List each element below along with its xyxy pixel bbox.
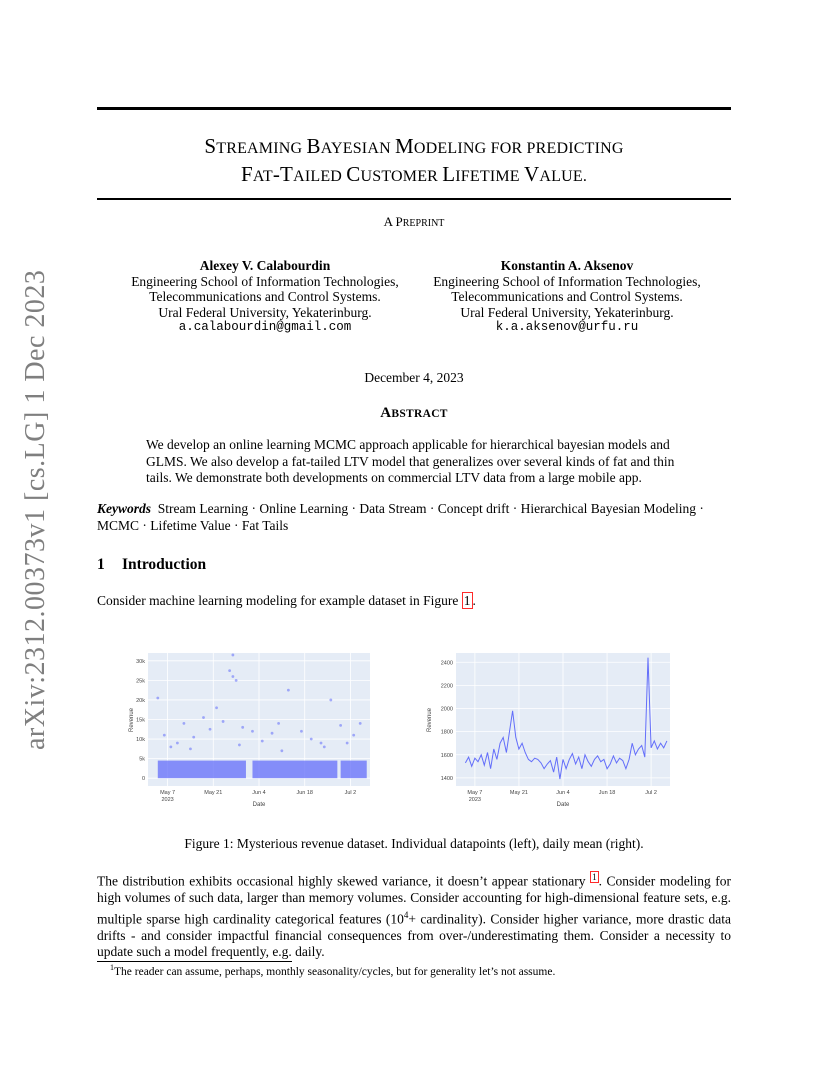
title-fragment: A P xyxy=(383,214,403,229)
scatter-y-tick-label: 10k xyxy=(136,737,145,744)
title-fragment: ALUE. xyxy=(539,168,588,185)
scatter-point xyxy=(241,726,244,729)
line-y-tick-label: 2400 xyxy=(440,660,453,667)
title-fragment: IFETIME xyxy=(455,168,524,185)
line-chart xyxy=(420,648,680,808)
scatter-dense-band xyxy=(341,761,367,779)
scatter-point xyxy=(202,716,205,719)
title-fragment: V xyxy=(523,162,540,186)
scatter-point xyxy=(261,740,264,743)
paper-title-line-2 xyxy=(97,159,731,192)
title-fragment: AYESIAN xyxy=(320,140,396,157)
scatter-point xyxy=(339,724,342,727)
title-bottom-rule xyxy=(97,198,731,200)
author-email[interactable]: a.calabourdin@gmail.com xyxy=(178,320,352,334)
author-affiliation-line: Engineering School of Information Technologies, xyxy=(433,273,701,289)
scatter-x-tick-label: May 21 xyxy=(204,790,223,796)
author-block-1 xyxy=(115,258,415,336)
preprint-label xyxy=(97,214,731,230)
abstract-heading xyxy=(97,405,731,422)
scatter-point xyxy=(222,720,225,723)
scatter-point xyxy=(176,742,179,745)
title-fragment: L xyxy=(442,162,456,186)
author-block-2 xyxy=(417,258,717,336)
scatter-x-axis-label: Date xyxy=(252,802,266,808)
arxiv-stamp: arXiv:2312.00373v1 [cs.LG] 1 Dec 2023 xyxy=(20,269,51,750)
scatter-point xyxy=(310,738,313,741)
line-y-tick-label: 1400 xyxy=(440,775,453,782)
scatter-point xyxy=(329,699,332,702)
title-fragment: TREAMING xyxy=(216,140,307,157)
line-x-tick-label: Jul 2 xyxy=(645,790,657,796)
title-fragment: -T xyxy=(272,162,294,186)
paragraph-2-text-end: + cardinality). Consider higher variance, more drastic data drifts - and consider impactful financial consequences from over-/underestimating them. Consider a necessity to update such a model frequently, e.g. daily. xyxy=(97,911,731,959)
line-x-tick-label: Jun 18 xyxy=(598,790,616,796)
line-y-tick-label: 2200 xyxy=(440,683,453,690)
section-heading xyxy=(97,556,206,574)
scatter-point xyxy=(183,722,186,725)
figure-caption: Figure 1: Mysterious revenue dataset. Individual datapoints (left), daily mean (right). xyxy=(184,836,644,851)
line-y-tick-label: 1600 xyxy=(440,752,453,759)
scatter-point xyxy=(189,747,192,750)
title-fragment: S xyxy=(204,134,217,158)
scatter-y-tick-label: 0 xyxy=(141,776,145,783)
scatter-y-tick-label: 25k xyxy=(136,678,145,685)
author-email[interactable]: k.a.aksenov@urfu.ru xyxy=(495,320,639,334)
line-x-tick-label: May 21 xyxy=(509,790,528,796)
title-fragment: AILED xyxy=(293,168,347,185)
scatter-x-tick-label: 2023 xyxy=(161,797,174,803)
scatter-point xyxy=(228,669,231,672)
keywords xyxy=(97,501,731,534)
scatter-point xyxy=(359,722,362,725)
scatter-point xyxy=(235,679,238,682)
scatter-point xyxy=(163,734,166,737)
scatter-point xyxy=(280,749,283,752)
author-name: Konstantin A. Aksenov xyxy=(500,258,634,273)
author-affiliation-line: Ural Federal University, Yekaterinburg. xyxy=(158,304,372,320)
footnote-text: The reader can assume, perhaps, monthly seasonality/cycles, but for generality let’s not assume. xyxy=(114,965,556,978)
intro-paragraph xyxy=(97,593,731,610)
author-affiliation-line: Engineering School of Information Technologies, xyxy=(131,273,399,289)
scatter-point xyxy=(238,744,241,747)
footnote-number: 1 xyxy=(110,963,114,972)
line-y-tick-label: 1800 xyxy=(440,729,453,736)
paragraph-2-text: The distribution exhibits occasional highly skewed variance, it doesn’t appear stationary xyxy=(97,873,591,889)
scatter-point xyxy=(192,736,195,739)
scatter-chart xyxy=(120,648,380,808)
keywords-list: Stream Learning · Online Learning · Data Stream · Concept drift · Hierarchical Bayesian Modeling · MCMC · Lifetime Value · Fat Tails xyxy=(97,501,704,533)
line-x-tick-label: Jun 4 xyxy=(556,790,570,796)
abstract-text: We develop an online learning MCMC approach applicable for hierarchical bayesian models and GLMS. We also develop a fat-tailed LTV model that generalizes over several kinds of fat and thin tails. We demonstrate both developments on commercial LTV data from a large mobile app. xyxy=(146,437,675,485)
line-x-tick-label: May 7 xyxy=(467,790,483,796)
scatter-point xyxy=(320,742,323,745)
scatter-y-tick-label: 15k xyxy=(136,717,145,724)
keywords-label: Keywords xyxy=(97,501,151,516)
scatter-point xyxy=(271,732,274,735)
author-affiliation-line: Telecommunications and Control Systems. xyxy=(149,289,381,304)
footnote-ref-link[interactable]: 1 xyxy=(592,872,597,882)
scatter-point xyxy=(277,722,280,725)
scatter-point xyxy=(169,745,172,748)
scatter-y-tick-label: 20k xyxy=(136,697,145,704)
scatter-dense-band xyxy=(158,761,246,779)
paragraph-2 xyxy=(97,869,731,961)
line-y-axis-label: Revenue xyxy=(427,707,433,733)
line-x-tick-label: 2023 xyxy=(468,797,482,803)
scatter-x-tick-label: May 7 xyxy=(160,790,176,796)
title-fragment: REPRINT xyxy=(402,218,445,229)
title-fragment: ODELING FOR PREDICTING xyxy=(413,140,624,157)
title-top-rule xyxy=(97,107,731,110)
scatter-y-axis-label: Revenue xyxy=(129,707,135,733)
scatter-y-tick-label: 30k xyxy=(136,658,145,665)
scatter-x-tick-label: Jun 4 xyxy=(252,790,266,796)
scatter-point xyxy=(156,697,159,700)
footnote xyxy=(110,963,710,978)
title-fragment: AT xyxy=(252,168,273,185)
title-fragment: BSTRACT xyxy=(391,408,448,420)
scatter-point xyxy=(215,706,218,709)
line-x-axis-label: Date xyxy=(556,802,570,808)
author-affiliation-line: Telecommunications and Control Systems. xyxy=(451,289,683,304)
scatter-point xyxy=(231,675,234,678)
scatter-point xyxy=(352,734,355,737)
line-y-tick-label: 2000 xyxy=(440,706,453,713)
intro-text: Consider machine learning modeling for example dataset in Figure xyxy=(97,593,462,608)
figure-ref-link[interactable]: 1 xyxy=(463,593,471,608)
scatter-point xyxy=(209,728,212,731)
title-fragment: F xyxy=(240,162,253,186)
paragraph-2-text-cont: . Consider modeling for high volumes of such data, larger than memory volumes. Consider accounting for high-dimensional feature sets, e.g. multiple sparse high cardinality categorical features (10 xyxy=(97,873,732,926)
footnote-rule xyxy=(97,961,292,962)
paper-date: December 4, 2023 xyxy=(364,370,464,385)
scatter-point xyxy=(323,745,326,748)
scatter-point xyxy=(251,730,254,733)
section-title: Introduction xyxy=(122,556,207,573)
scatter-x-tick-label: Jul 2 xyxy=(344,790,357,796)
title-fragment: B xyxy=(306,134,321,158)
title-fragment: C xyxy=(346,162,361,186)
scatter-point xyxy=(287,689,290,692)
scatter-x-tick-label: Jun 18 xyxy=(296,790,313,796)
section-number: 1 xyxy=(97,556,105,573)
scatter-point xyxy=(231,654,234,657)
exponent: 4 xyxy=(403,909,409,920)
scatter-dense-band xyxy=(252,761,337,779)
scatter-y-tick-label: 5k xyxy=(139,756,145,763)
title-fragment: USTOMER xyxy=(360,168,443,185)
scatter-point xyxy=(300,730,303,733)
intro-text-end: . xyxy=(472,593,476,608)
author-affiliation-line: Ural Federal University, Yekaterinburg. xyxy=(460,304,674,320)
author-name: Alexey V. Calabourdin xyxy=(199,258,331,273)
scatter-point xyxy=(346,742,349,745)
title-fragment: M xyxy=(395,134,414,158)
title-fragment: A xyxy=(380,405,392,421)
